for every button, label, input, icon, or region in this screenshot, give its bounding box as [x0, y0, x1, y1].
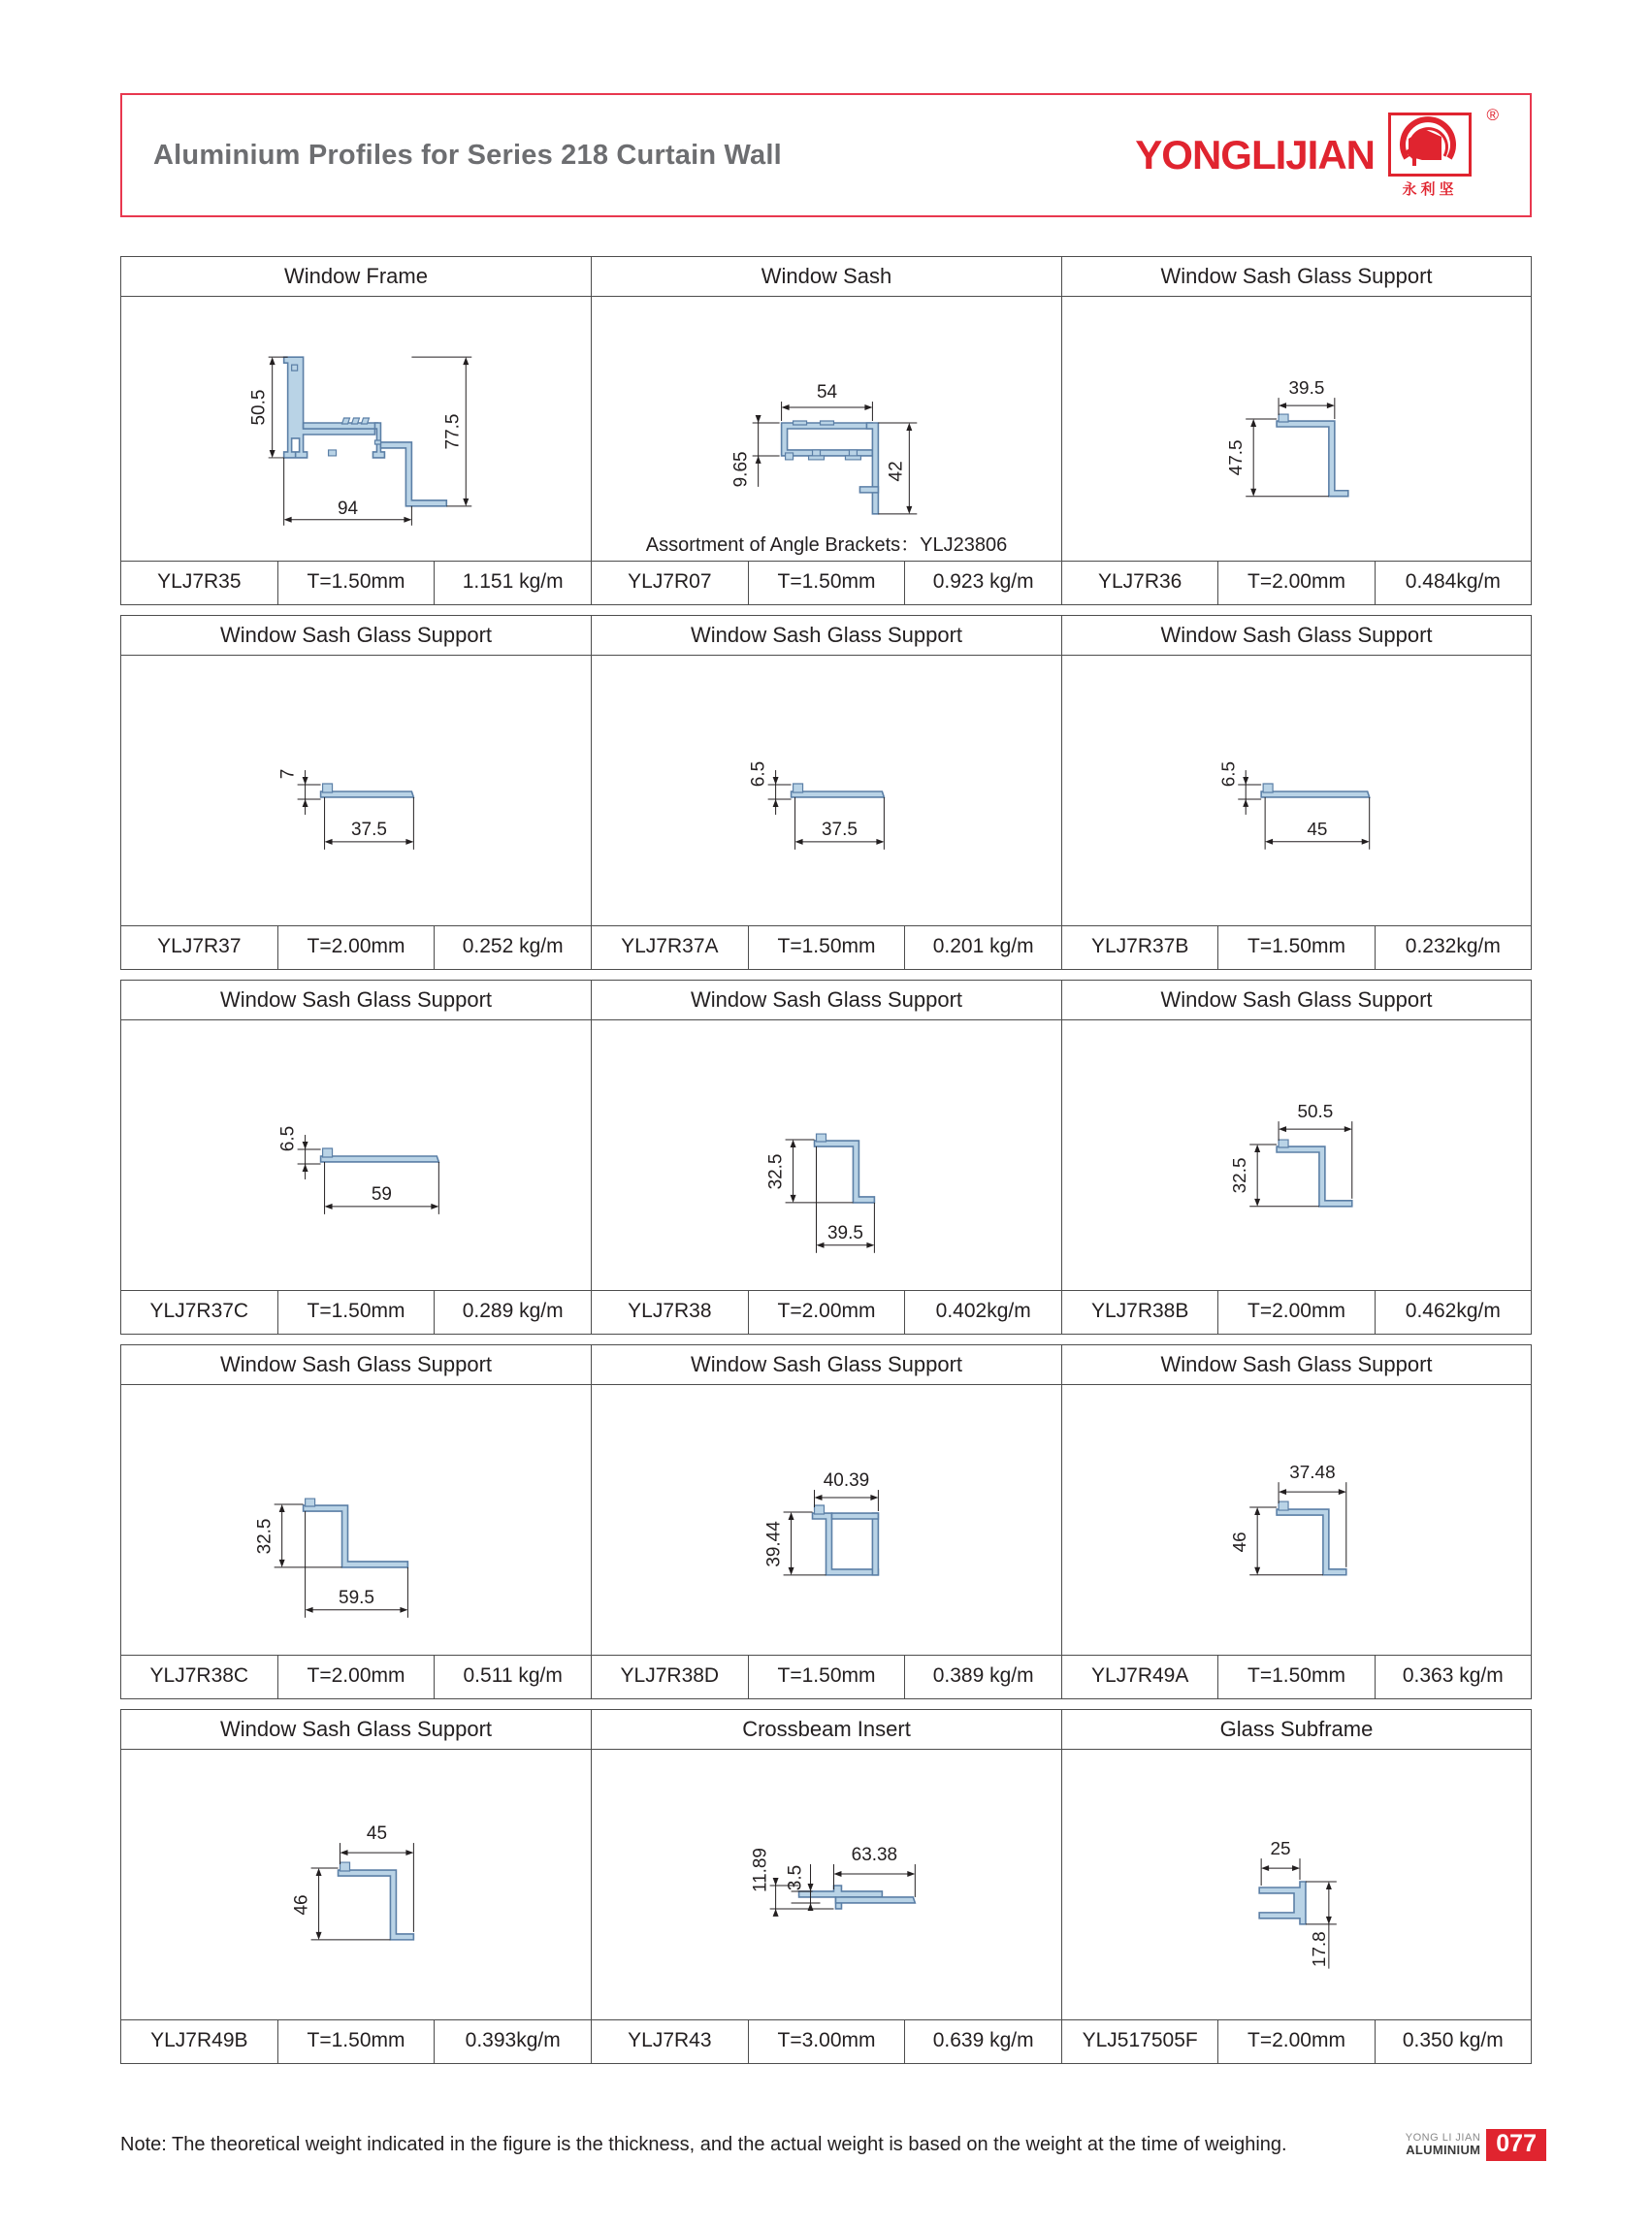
profile-drawing [592, 1385, 1061, 1655]
l-shape-glass-support-section-icon [592, 1020, 1061, 1290]
profile-title: Glass Subframe [1062, 1709, 1531, 1750]
dimension-left: 6.5 [1218, 760, 1240, 788]
profile-thickness: T=1.50mm [1218, 926, 1375, 969]
profile-weight: 0.462kg/m [1405, 1300, 1501, 1322]
profile-title: Window Sash Glass Support [121, 980, 591, 1020]
profile-cell [1061, 256, 1532, 605]
dimension-bottom: 45 [1307, 819, 1328, 840]
page-marker-product: ALUMINIUM [1406, 2143, 1481, 2158]
profile-spec-row [592, 925, 1061, 970]
profile-code: YLJ7R37B [1062, 926, 1218, 969]
profile-title: Window Sash Glass Support [1062, 256, 1531, 297]
profile-drawing [592, 297, 1061, 561]
profile-spec-row [1062, 925, 1531, 970]
z-shape-glass-support-section-icon [592, 1385, 1061, 1655]
profile-drawing [1062, 297, 1531, 561]
profile-row [120, 980, 1532, 1335]
profile-title: Window Sash Glass Support [1062, 615, 1531, 656]
flat-glass-support-section-icon [592, 656, 1061, 925]
l-shape-glass-support-section-icon [121, 1750, 591, 2019]
dimension-top: 50.5 [1297, 1102, 1334, 1123]
profile-title: Window Sash Glass Support [592, 1344, 1061, 1385]
profile-row [120, 256, 1532, 605]
crossbeam-insert-section-icon [592, 1750, 1061, 2019]
profile-title: Crossbeam Insert [592, 1709, 1061, 1750]
profile-drawing [121, 1750, 591, 2019]
profile-cell [120, 1344, 591, 1699]
profile-cell [591, 1709, 1061, 2064]
profile-weight: 0.393kg/m [465, 2029, 561, 2051]
profile-grid [120, 256, 1532, 2064]
profile-spec-row [121, 1290, 591, 1335]
glass-subframe-section-icon [1062, 1750, 1531, 2019]
profile-cell [591, 256, 1061, 605]
profile-drawing [1062, 1020, 1531, 1290]
profile-thickness: T=1.50mm [749, 1656, 906, 1698]
profile-spec-row [592, 561, 1061, 605]
profile-title: Window Sash Glass Support [592, 980, 1061, 1020]
dimension-top: 39.5 [1288, 378, 1325, 400]
profile-spec-row [592, 2019, 1061, 2064]
profile-drawing [592, 656, 1061, 925]
profile-cell [1061, 980, 1532, 1335]
dimension-mid: 3.5 [785, 1864, 806, 1891]
page-number: 077 [1486, 2129, 1546, 2161]
row-gap [120, 605, 1532, 615]
profile-spec-row [1062, 561, 1531, 605]
profile-weight: 0.639 kg/m [932, 2029, 1034, 2051]
profile-title: Window Sash Glass Support [592, 615, 1061, 656]
row-gap [120, 1699, 1532, 1709]
profile-thickness: T=2.00mm [749, 1291, 906, 1334]
dimension-top: 37.48 [1289, 1463, 1336, 1484]
profile-spec-row [1062, 1290, 1531, 1335]
flat-glass-support-section-icon [121, 1020, 591, 1290]
dimension-left: 46 [1230, 1532, 1251, 1553]
page-title: Aluminium Profiles for Series 218 Curtain Wall [153, 139, 782, 171]
page-footer [120, 2129, 1546, 2161]
profile-drawing [1062, 656, 1531, 925]
dimension-bottom: 94 [337, 498, 359, 519]
profile-title: Window Sash Glass Support [121, 1344, 591, 1385]
page-header [120, 93, 1532, 217]
profile-drawing [592, 1750, 1061, 2019]
profile-code: YLJ517505F [1062, 2020, 1218, 2063]
profile-title: Window Sash [592, 256, 1061, 297]
row-gap [120, 1335, 1532, 1344]
profile-code: YLJ7R49A [1062, 1656, 1218, 1698]
profile-spec-row [121, 561, 591, 605]
dimension-right: 77.5 [442, 413, 464, 450]
profile-thickness: T=1.50mm [749, 562, 906, 604]
profile-spec-row [1062, 2019, 1531, 2064]
profile-title: Window Sash Glass Support [1062, 980, 1531, 1020]
dimension-left: 46 [291, 1894, 312, 1916]
profile-weight: 0.923 kg/m [932, 570, 1034, 593]
dimension-left: 9.65 [730, 451, 752, 488]
profile-weight: 0.389 kg/m [932, 1664, 1034, 1687]
brand-name: YONGLIJIAN [1135, 132, 1375, 177]
profile-drawing [592, 1020, 1061, 1290]
l-shape-glass-support-section-icon [1062, 1020, 1531, 1290]
profile-title: Window Sash Glass Support [1062, 1344, 1531, 1385]
dimension-top: 40.39 [823, 1470, 870, 1492]
window-sash-section-icon [592, 297, 1061, 561]
profile-thickness: T=1.50mm [278, 1291, 436, 1334]
profile-cell [120, 1709, 591, 2064]
profile-weight: 0.511 kg/m [463, 1664, 563, 1687]
dimension-top: 25 [1270, 1839, 1291, 1860]
logo-mark [1388, 107, 1501, 204]
profile-cell [120, 615, 591, 970]
profile-cell [1061, 615, 1532, 970]
profile-code: YLJ7R38C [121, 1656, 278, 1698]
profile-cell [120, 256, 591, 605]
window-frame-section-icon [121, 297, 591, 561]
dimension-bottom: 39.5 [827, 1222, 863, 1243]
profile-weight: 0.289 kg/m [462, 1300, 564, 1322]
profile-weight: 0.232kg/m [1405, 935, 1501, 957]
profile-spec-row [121, 2019, 591, 2064]
profile-code: YLJ7R49B [121, 2020, 278, 2063]
profile-thickness: T=2.00mm [278, 926, 436, 969]
profile-code: YLJ7R36 [1062, 562, 1218, 604]
profile-spec-row [121, 925, 591, 970]
profile-thickness: T=2.00mm [278, 1656, 436, 1698]
profile-drawing [1062, 1750, 1531, 2019]
profile-row [120, 615, 1532, 970]
dimension-left: 6.5 [277, 1125, 299, 1152]
profile-cell [1061, 1709, 1532, 2064]
dimension-left: 32.5 [1230, 1157, 1251, 1194]
registered-trademark-icon: ® [1486, 106, 1499, 124]
dimension-bottom: 37.5 [351, 819, 387, 840]
dimension-left: 32.5 [254, 1518, 275, 1555]
profile-drawing [121, 297, 591, 561]
page-marker-text [1406, 2133, 1481, 2157]
dimension-left: 11.89 [750, 1848, 771, 1893]
brand-name-chinese: 永利坚 [1402, 181, 1458, 198]
profile-weight: 0.402kg/m [935, 1300, 1031, 1322]
profile-thickness: T=1.50mm [278, 2020, 436, 2063]
page-marker [1406, 2129, 1546, 2161]
profile-code: YLJ7R38 [592, 1291, 749, 1334]
flat-glass-support-section-icon [121, 656, 591, 925]
profile-weight: 0.484kg/m [1405, 570, 1501, 593]
profile-thickness: T=2.00mm [1218, 2020, 1375, 2063]
profile-weight: 0.350 kg/m [1402, 2029, 1504, 2051]
profile-cell [591, 615, 1061, 970]
l-shape-glass-support-section-icon [1062, 1385, 1531, 1655]
dimension-left: 47.5 [1226, 439, 1247, 476]
profile-spec-row [1062, 1655, 1531, 1699]
profile-cell [1061, 1344, 1532, 1699]
profile-code: YLJ7R37C [121, 1291, 278, 1334]
brand-logo [1135, 107, 1501, 204]
profile-row [120, 1709, 1532, 2064]
profile-spec-row [592, 1290, 1061, 1335]
page-marker-brand: YONG LI JIAN [1405, 2131, 1481, 2144]
profile-title: Window Sash Glass Support [121, 615, 591, 656]
profile-code: YLJ7R37A [592, 926, 749, 969]
logo-emblem-icon [1391, 115, 1469, 174]
dimension-left: 32.5 [765, 1153, 787, 1190]
profile-drawing [121, 656, 591, 925]
profile-code: YLJ7R43 [592, 2020, 749, 2063]
profile-drawing [121, 1385, 591, 1655]
logo-box-icon [1388, 113, 1472, 177]
profile-title: Window Sash Glass Support [121, 1709, 591, 1750]
profile-cell [591, 980, 1061, 1335]
profile-thickness: T=1.50mm [278, 562, 436, 604]
profile-thickness: T=2.00mm [1218, 562, 1375, 604]
dimension-top: 63.38 [851, 1845, 898, 1866]
profile-drawing [121, 1020, 591, 1290]
profile-spec-row [592, 1655, 1061, 1699]
profile-code: YLJ7R07 [592, 562, 749, 604]
profile-title: Window Frame [121, 256, 591, 297]
profile-weight: 0.363 kg/m [1402, 1664, 1504, 1687]
profile-thickness: T=3.00mm [749, 2020, 906, 2063]
l-shape-glass-support-section-icon [121, 1385, 591, 1655]
dimension-top: 54 [816, 382, 838, 403]
footer-note: Note: The theoretical weight indicated in the figure is the thickness, and the actual weight is based on the weight at the time of weighing. [120, 2133, 1287, 2155]
profile-thickness: T=1.50mm [749, 926, 906, 969]
profile-weight: 1.151 kg/m [462, 570, 564, 593]
row-gap [120, 970, 1532, 980]
dimension-right: 42 [886, 461, 907, 482]
profile-drawing [1062, 1385, 1531, 1655]
dimension-left: 50.5 [248, 389, 270, 426]
profile-extra-note: Assortment of Angle Brackets：YLJ23806 [645, 534, 1008, 556]
flat-glass-support-section-icon [1062, 656, 1531, 925]
dimension-bottom: 59.5 [339, 1587, 374, 1608]
profile-weight: 0.252 kg/m [462, 935, 564, 957]
dimension-left: 39.44 [763, 1521, 785, 1567]
profile-cell [591, 1344, 1061, 1699]
dimension-left: 6.5 [748, 760, 769, 788]
profile-thickness: T=1.50mm [1218, 1656, 1375, 1698]
profile-cell [120, 980, 591, 1335]
profile-weight: 0.201 kg/m [932, 935, 1034, 957]
glass-support-section-icon [1062, 297, 1531, 561]
dimension-top: 45 [366, 1823, 388, 1845]
profile-code: YLJ7R38D [592, 1656, 749, 1698]
profile-code: YLJ7R37 [121, 926, 278, 969]
dimension-left: 7 [277, 768, 299, 780]
profile-spec-row [121, 1655, 591, 1699]
profile-code: YLJ7R35 [121, 562, 278, 604]
profile-code: YLJ7R38B [1062, 1291, 1218, 1334]
dimension-bottom: 37.5 [822, 819, 858, 840]
dimension-bottom: 59 [371, 1183, 392, 1205]
dimension-right: 17.8 [1309, 1931, 1330, 1968]
profile-thickness: T=2.00mm [1218, 1291, 1375, 1334]
profile-row [120, 1344, 1532, 1699]
